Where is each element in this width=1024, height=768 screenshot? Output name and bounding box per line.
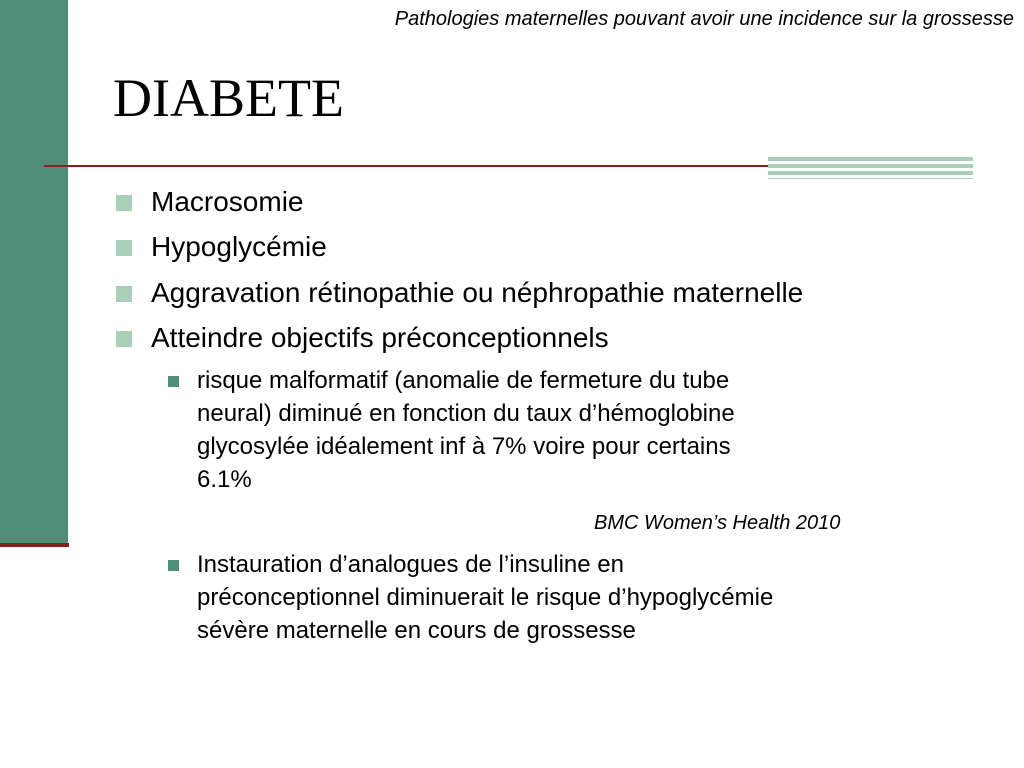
- sub-bullet-risque-malformatif: risque malformatif (anomalie de fermeture du tube neural) diminué en fonction du taux d’hémoglobine glycosylée idéalement inf à 7% voire pour certains 6.1%: [197, 367, 735, 493]
- sub-bullet-marker: [168, 376, 179, 387]
- bullet-marker: [116, 240, 132, 256]
- slide-header-text: Pathologies maternelles pouvant avoir une incidence sur la grossesse: [394, 8, 1014, 30]
- sidebar-bottom-line: [0, 543, 69, 547]
- bullet-marker: [116, 331, 132, 347]
- sub-bullet-analogues-insuline: Instauration d’analogues de l’insuline en préconceptionnel diminuerait le risque d’hypoglycémie sévère maternelle en cours de grossesse: [197, 551, 774, 644]
- title-divider-line: [44, 165, 771, 167]
- title-divider-accent: [768, 157, 973, 179]
- bullet-objectifs: Atteindre objectifs préconceptionnels: [151, 322, 609, 353]
- left-sidebar-band: [0, 0, 68, 545]
- bullet-marker: [116, 195, 132, 211]
- bullet-macrosomie: Macrosomie: [151, 186, 304, 217]
- slide-title: DIABETE: [113, 68, 344, 128]
- citation-source: BMC Women’s Health 2010: [594, 512, 841, 534]
- bullet-marker: [116, 286, 132, 302]
- sub-bullet-marker: [168, 560, 179, 571]
- bullet-hypoglycemie: Hypoglycémie: [151, 231, 327, 262]
- bullet-aggravation: Aggravation rétinopathie ou néphropathie maternelle: [151, 277, 804, 308]
